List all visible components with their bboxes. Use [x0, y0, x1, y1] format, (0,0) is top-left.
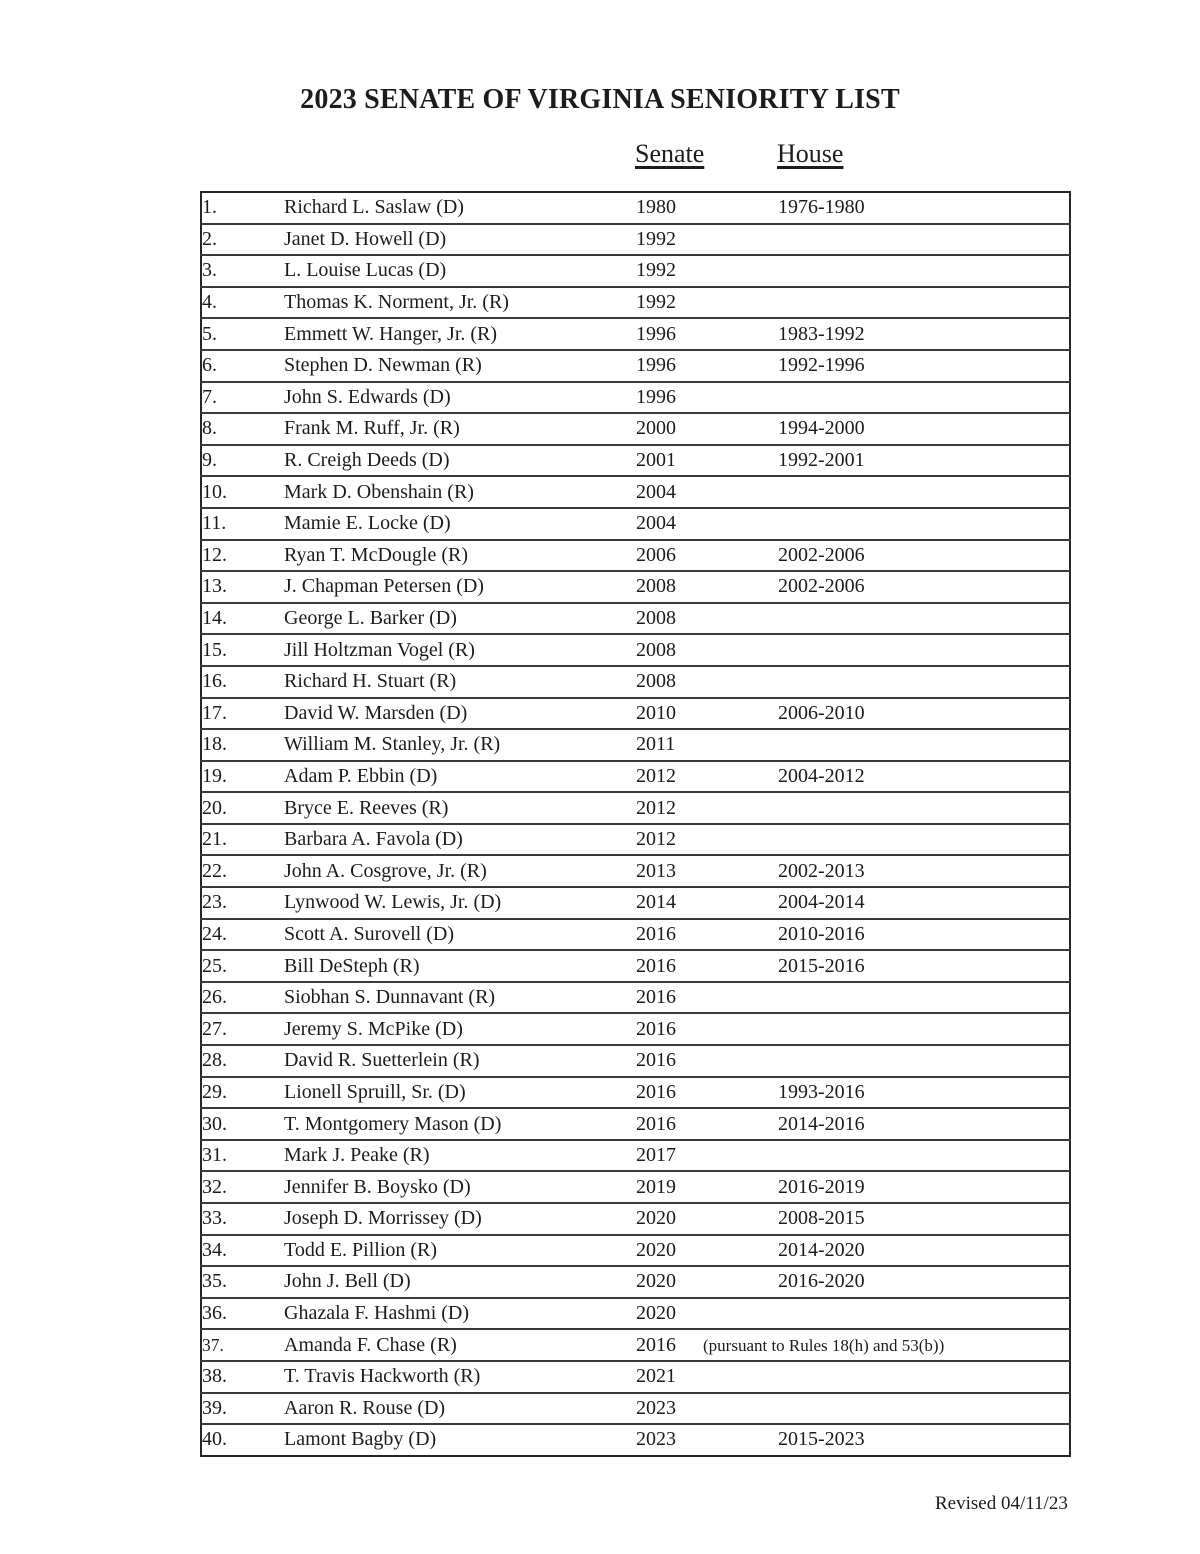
table-row: [201, 540, 1070, 572]
house-years: 2002-2006: [778, 571, 1070, 603]
table-row: [201, 824, 1070, 856]
senator-name: Mark D. Obenshain (R): [284, 476, 636, 508]
senate-year: 2012: [636, 792, 778, 824]
house-years: [778, 603, 1070, 635]
senator-name: Richard L. Saslaw (D): [284, 196, 464, 219]
senate-year: 2000: [636, 413, 778, 445]
senate-year: 2006: [636, 540, 778, 572]
senate-year: 2008: [636, 603, 778, 635]
row-number: 8.: [201, 413, 284, 445]
table-row: [201, 224, 1070, 256]
house-years: [778, 666, 1070, 698]
senator-name: Frank M. Ruff, Jr. (R): [284, 413, 636, 445]
table-row: [201, 603, 1070, 635]
senate-year: 1992: [636, 224, 778, 256]
table-row: [201, 1077, 1070, 1109]
senator-name: L. Louise Lucas (D): [284, 255, 636, 287]
senator-name: J. Chapman Petersen (D): [284, 571, 636, 603]
row-number: 17.: [201, 698, 284, 730]
house-years: [703, 1329, 1070, 1361]
senator-name: Thomas K. Norment, Jr. (R): [284, 287, 636, 319]
senator-name: Jill Holtzman Vogel (R): [284, 634, 636, 666]
table-row: [201, 950, 1070, 982]
senate-year: 2008: [636, 571, 778, 603]
house-years: 2004-2014: [778, 887, 1070, 919]
row-number: 23.: [201, 887, 284, 919]
senate-year: 2021: [636, 1361, 778, 1393]
row-number: 30.: [201, 1108, 284, 1140]
table-row: [201, 792, 1070, 824]
senate-year: 2020: [636, 1298, 778, 1330]
house-years: [778, 508, 1070, 540]
senator-name: Jennifer B. Boysko (D): [284, 1171, 636, 1203]
row-number: 16.: [201, 666, 284, 698]
row-number: 12.: [201, 540, 284, 572]
senate-year: 2016: [636, 1077, 778, 1109]
table-row: [201, 1013, 1070, 1045]
house-years: 1976-1980: [778, 196, 865, 219]
senate-year: 2004: [636, 476, 778, 508]
house-years: [778, 982, 1070, 1014]
row-number: 34.: [201, 1235, 284, 1267]
house-years: [778, 1045, 1070, 1077]
table-row: [201, 1298, 1070, 1330]
senator-name: Bill DeSteph (R): [284, 950, 636, 982]
table-row: [201, 287, 1070, 319]
senator-name: Amanda F. Chase (R): [284, 1329, 636, 1361]
house-years: 2016-2019: [778, 1171, 1070, 1203]
row-number: 38.: [201, 1361, 284, 1393]
house-years: 2008-2015: [778, 1203, 1070, 1235]
table-row: [201, 350, 1070, 382]
house-years: 1983-1992: [778, 318, 1070, 350]
senate-year: 1996: [636, 350, 778, 382]
senate-year: 2016: [636, 1045, 778, 1077]
table-row: [201, 729, 1070, 761]
senator-name: Jeremy S. McPike (D): [284, 1013, 636, 1045]
house-years: [778, 634, 1070, 666]
table-row: [201, 382, 1070, 414]
column-header-house: House: [777, 139, 844, 168]
table-row: [201, 1171, 1070, 1203]
senate-year: 2023: [636, 1424, 778, 1456]
senator-name: R. Creigh Deeds (D): [284, 445, 636, 477]
senate-year: 1980: [636, 196, 676, 219]
senate-year: 2014: [636, 887, 778, 919]
row-number: 36.: [201, 1298, 284, 1330]
house-years: [778, 1140, 1070, 1172]
house-years: 2010-2016: [778, 919, 1070, 951]
house-years: 1994-2000: [778, 413, 1070, 445]
senate-year: 2016: [636, 1329, 778, 1361]
row-number: 29.: [201, 1077, 284, 1109]
row-number: 28.: [201, 1045, 284, 1077]
row-number: 10.: [201, 476, 284, 508]
table-row: [201, 982, 1070, 1014]
seniority-table: [200, 191, 1071, 1457]
senator-name: Joseph D. Morrissey (D): [284, 1203, 636, 1235]
row-number: 19.: [201, 761, 284, 793]
row-number: 39.: [201, 1393, 284, 1425]
house-years: 2016-2020: [778, 1266, 1070, 1298]
senate-year: 2017: [636, 1140, 778, 1172]
row-number: 13.: [201, 571, 284, 603]
senate-year: 2008: [636, 634, 778, 666]
table-row: [201, 1108, 1070, 1140]
senator-name: George L. Barker (D): [284, 603, 636, 635]
senator-name: Lynwood W. Lewis, Jr. (D): [284, 887, 636, 919]
table-row: [201, 1329, 1070, 1361]
senator-name: T. Montgomery Mason (D): [284, 1108, 636, 1140]
senate-year: 1996: [636, 318, 778, 350]
senate-year: 2019: [636, 1171, 778, 1203]
row-number: 26.: [201, 982, 284, 1014]
senator-name: Ryan T. McDougle (R): [284, 540, 636, 572]
row-number: 18.: [201, 729, 284, 761]
row-number: 3.: [201, 255, 284, 287]
senator-name: Janet D. Howell (D): [284, 224, 636, 256]
senate-year: 2010: [636, 698, 778, 730]
table-row: [201, 887, 1070, 919]
senate-year: 2016: [636, 1108, 778, 1140]
row-number: 40.: [201, 1424, 284, 1456]
senate-year: 2004: [636, 508, 778, 540]
house-years: 2002-2006: [778, 540, 1070, 572]
table-row: [201, 445, 1070, 477]
house-years: [778, 1361, 1070, 1393]
senate-year: 1992: [636, 255, 778, 287]
senator-name: Todd E. Pillion (R): [284, 1235, 636, 1267]
senator-name: Stephen D. Newman (R): [284, 350, 636, 382]
senate-year: 2016: [636, 1013, 778, 1045]
row-number: 24.: [201, 919, 284, 951]
house-years: [778, 729, 1070, 761]
row-number: 1.: [202, 196, 217, 219]
table-row: [201, 698, 1070, 730]
table-row: [201, 1393, 1070, 1425]
house-years: [778, 1393, 1070, 1425]
row-number: 33.: [201, 1203, 284, 1235]
senate-year: 2012: [636, 761, 778, 793]
house-years: [778, 476, 1070, 508]
house-years: [778, 287, 1070, 319]
senate-year: 2016: [636, 982, 778, 1014]
senate-year: 1996: [636, 382, 778, 414]
senator-name: Siobhan S. Dunnavant (R): [284, 982, 636, 1014]
house-years: 2004-2012: [778, 761, 1070, 793]
table-row: [201, 1203, 1070, 1235]
row-number: 4.: [201, 287, 284, 319]
row-number: 2.: [201, 224, 284, 256]
row-number: 5.: [201, 318, 284, 350]
row-number: 22.: [201, 855, 284, 887]
house-years: 1992-2001: [778, 445, 1070, 477]
row-number: 9.: [201, 445, 284, 477]
page-title: 2023 SENATE OF VIRGINIA SENIORITY LIST: [300, 84, 900, 115]
seniority-table-grid: [200, 191, 1071, 1457]
senator-name: John S. Edwards (D): [284, 382, 636, 414]
senator-name: Mamie E. Locke (D): [284, 508, 636, 540]
table-row: [201, 1140, 1070, 1172]
seniority-table-body: [201, 192, 1070, 1456]
row-number: 27.: [201, 1013, 284, 1045]
table-row: [201, 413, 1070, 445]
senator-name: David W. Marsden (D): [284, 698, 636, 730]
senate-year: 2020: [636, 1235, 778, 1267]
revised-date: Revised 04/11/23: [935, 1493, 1068, 1514]
table-row: [201, 255, 1070, 287]
row-number: 25.: [201, 950, 284, 982]
senator-name: Aaron R. Rouse (D): [284, 1393, 636, 1425]
house-years: 2014-2016: [778, 1108, 1070, 1140]
house-years: 2014-2020: [778, 1235, 1070, 1267]
row-number: 31.: [201, 1140, 284, 1172]
senate-year: 2001: [636, 445, 778, 477]
senator-name: Barbara A. Favola (D): [284, 824, 636, 856]
house-years: [778, 224, 1070, 256]
house-years: 2015-2023: [778, 1424, 1070, 1456]
senate-year: 1992: [636, 287, 778, 319]
senator-name: Richard H. Stuart (R): [284, 666, 636, 698]
senate-year: 2013: [636, 855, 778, 887]
row-number: 37.: [201, 1329, 284, 1361]
senate-year: 2011: [636, 729, 778, 761]
table-row: [201, 192, 1070, 224]
table-row: [201, 1361, 1070, 1393]
row-number: 11.: [201, 508, 284, 540]
table-row: [201, 666, 1070, 698]
row-number: 32.: [201, 1171, 284, 1203]
senator-name: T. Travis Hackworth (R): [284, 1361, 636, 1393]
senator-name: John A. Cosgrove, Jr. (R): [284, 855, 636, 887]
row-number: 21.: [201, 824, 284, 856]
senator-name: David R. Suetterlein (R): [284, 1045, 636, 1077]
table-row: [201, 1424, 1070, 1456]
column-header-senate: Senate: [635, 139, 705, 168]
house-years: 1992-1996: [778, 350, 1070, 382]
senate-year: 2023: [636, 1393, 778, 1425]
table-row: [201, 571, 1070, 603]
senator-name: William M. Stanley, Jr. (R): [284, 729, 636, 761]
house-note: (pursuant to Rules 18(h) and 53(b)): [703, 1335, 945, 1355]
house-years: [778, 1013, 1070, 1045]
senator-name: Lionell Spruill, Sr. (D): [284, 1077, 636, 1109]
house-years: [778, 824, 1070, 856]
table-row: [201, 919, 1070, 951]
table-row: [201, 1045, 1070, 1077]
senate-year: 2020: [636, 1266, 778, 1298]
senator-name: Scott A. Surovell (D): [284, 919, 636, 951]
senate-year: 2012: [636, 824, 778, 856]
senator-name: John J. Bell (D): [284, 1266, 636, 1298]
house-years: 2002-2013: [778, 855, 1070, 887]
row-number: 20.: [201, 792, 284, 824]
senator-name: Emmett W. Hanger, Jr. (R): [284, 318, 636, 350]
row-number: 14.: [201, 603, 284, 635]
house-years: [778, 382, 1070, 414]
table-row: [201, 761, 1070, 793]
row-number: 6.: [201, 350, 284, 382]
table-row: [201, 476, 1070, 508]
table-row: [201, 1266, 1070, 1298]
senator-name: Ghazala F. Hashmi (D): [284, 1298, 636, 1330]
table-row: [201, 508, 1070, 540]
table-row: [201, 855, 1070, 887]
row-number: 35.: [201, 1266, 284, 1298]
senate-year: 2016: [636, 950, 778, 982]
row-number: 7.: [201, 382, 284, 414]
senator-name: Lamont Bagby (D): [284, 1424, 636, 1456]
house-years: [778, 1298, 1070, 1330]
house-years: [778, 792, 1070, 824]
senate-year: 2020: [636, 1203, 778, 1235]
house-years: 1993-2016: [778, 1077, 1070, 1109]
table-row: [201, 634, 1070, 666]
senate-year: 2008: [636, 666, 778, 698]
senator-name: Mark J. Peake (R): [284, 1140, 636, 1172]
house-years: 2015-2016: [778, 950, 1070, 982]
senator-name: Bryce E. Reeves (R): [284, 792, 636, 824]
senate-year: 2016: [636, 919, 778, 951]
senator-name: Adam P. Ebbin (D): [284, 761, 636, 793]
house-years: 2006-2010: [778, 698, 1070, 730]
row-number: 15.: [201, 634, 284, 666]
table-row: [201, 1235, 1070, 1267]
house-years: [778, 255, 1070, 287]
table-row: [201, 318, 1070, 350]
